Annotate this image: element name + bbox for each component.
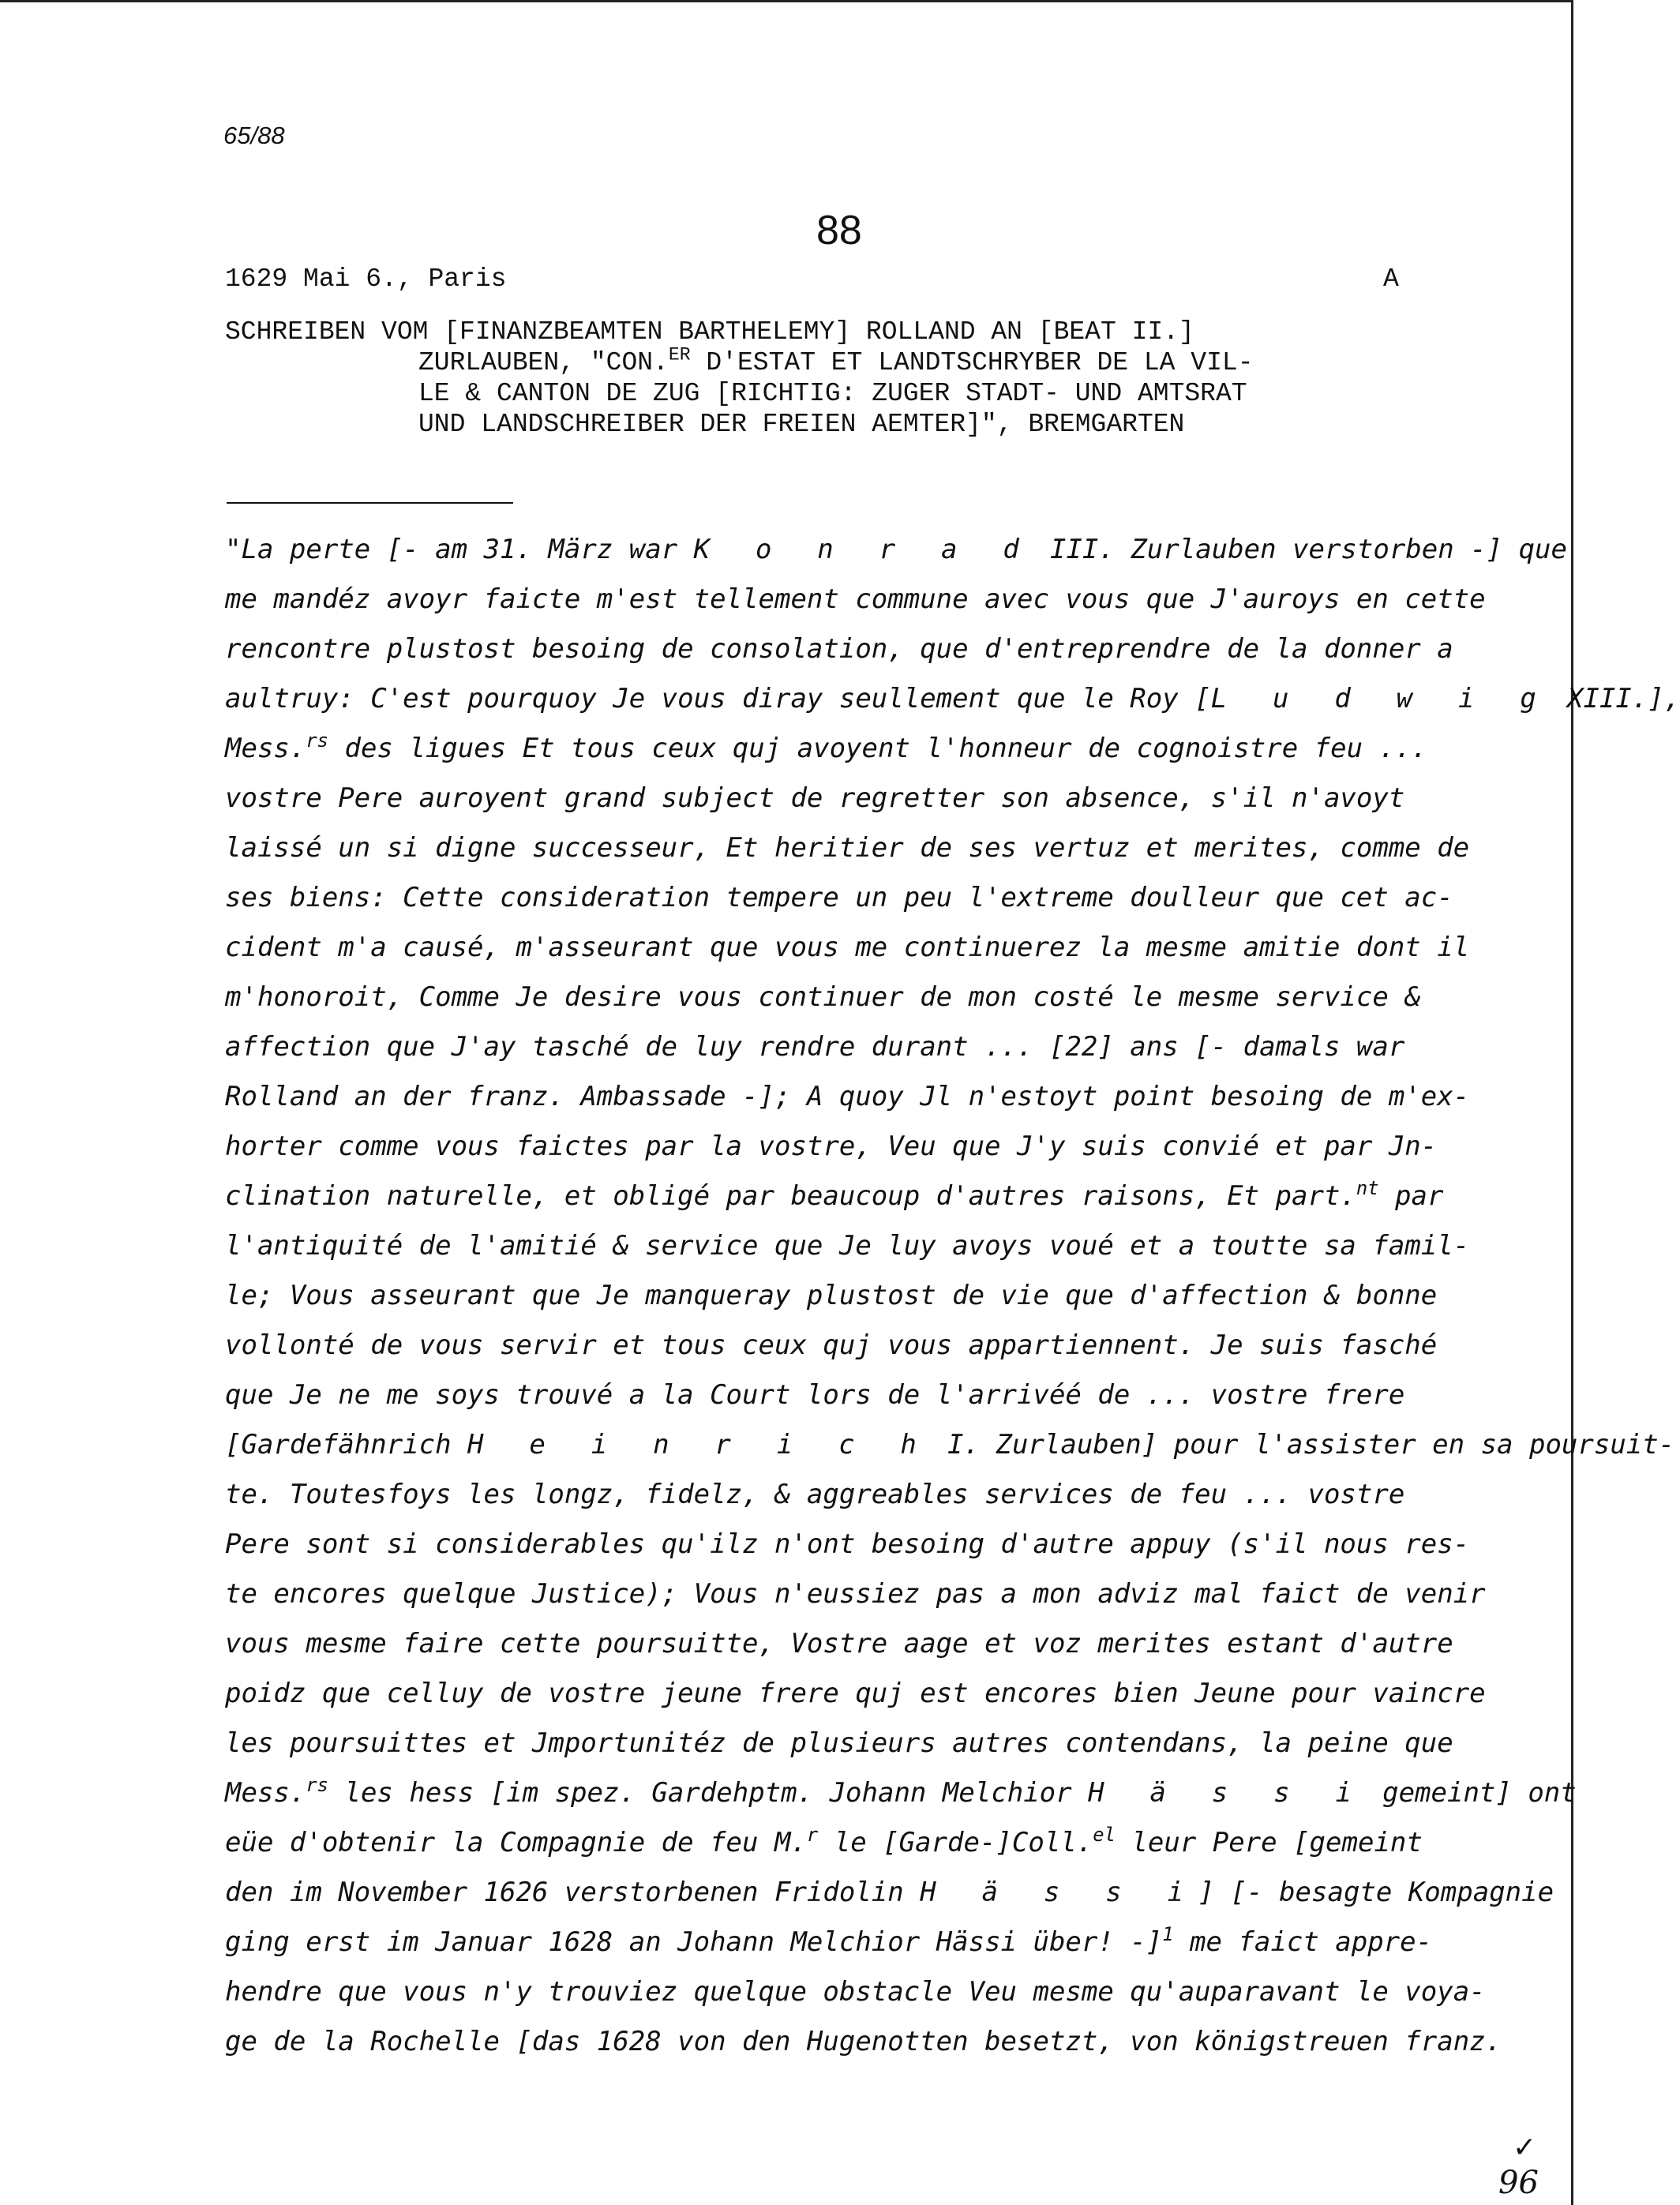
reference-number: 65/88 (223, 122, 285, 149)
scan-border-right (1571, 0, 1573, 2205)
separator-rule (227, 502, 513, 504)
page-number: 96 (1498, 2165, 1539, 2201)
document-number: 88 (816, 208, 862, 253)
body-line-30: hendre que vous n'y trouviez quelque obstacle Veu mesme qu'auparavant le voya- (225, 1976, 1486, 2008)
scan-border-top (0, 0, 1573, 2)
body-line-3: rencontre plustost besoing de consolation, que d'entreprendre de la donner a (225, 633, 1453, 665)
body-line-20: te. Toutesfoys les longz, fidelz, & aggreables services de feu ... vostre (225, 1479, 1405, 1510)
body-line-2: me mandéz avoyr faicte m'est tellement commune avec vous que J'auroys en cette (225, 583, 1486, 615)
body-line-12: Rolland an der franz. Ambassade -]; A quoy Jl n'estoyt point besoing de m'ex- (225, 1081, 1470, 1112)
body-line-27: eüe d'obtenir la Compagnie de feu M.$^r$ le [Garde-]Coll.$^{el}$ leur Pere [gemeint (225, 1823, 1423, 1858)
heading-line-4: UND LANDSCHREIBER DER FREIEN AEMTER]", BREMGARTEN (418, 410, 1185, 439)
body-line-14: clination naturelle, et obligé par beaucoup d'autres raisons, Et part.$^{nt}$ par (225, 1176, 1444, 1212)
heading-line-1: SCHREIBEN VOM [FINANZBEAMTEN BARTHELEMY] ROLLAND AN [BEAT II.] (225, 317, 1194, 347)
body-line-18: que Je ne me soys trouvé a la Court lors de l'arrivéé de ... vostre frere (225, 1379, 1405, 1411)
body-line-21: Pere sont si considerables qu'ilz n'ont besoing d'autre appuy (s'il nous res- (225, 1528, 1470, 1560)
date-place: 1629 Mai 6., Paris (225, 264, 507, 294)
body-line-7: laissé un si digne successeur, Et heritier de ses vertuz et merites, comme de (225, 832, 1470, 864)
body-line-6: vostre Pere auroyent grand subject de regretter son absence, s'il n'avoyt (225, 782, 1405, 814)
heading-line-2: ZURLAUBEN, "CON.$^{ER}$ D'ESTAT ET LANDTSCHRYBER DE LA VIL- (418, 344, 1254, 377)
body-line-4: aultruy: C'est pourquoy Je vous diray seullement que le Roy [L u d w i g XIII.], (225, 683, 1680, 714)
margin-check-mark: ✓ (1513, 2132, 1537, 2164)
body-line-25: les poursuittes et Jmportunitéz de plusieurs autres contendans, la peine que (225, 1727, 1453, 1759)
body-line-17: vollonté de vous servir et tous ceux quj vous appartiennent. Je suis fasché (225, 1329, 1438, 1361)
body-line-8: ses biens: Cette consideration tempere un peu l'extreme doulleur que cet ac- (225, 882, 1453, 913)
body-line-28: den im November 1626 verstorbenen Fridolin H ä s s i] [- besagte Kompagnie (225, 1877, 1554, 1908)
document-letter: A (1383, 264, 1399, 294)
body-line-11: affection que J'ay tasché de luy rendre durant ... [22] ans [- damals war (225, 1031, 1405, 1063)
body-line-10: m'honoroit, Comme Je desire vous continuer de mon costé le mesme service & (225, 981, 1421, 1013)
body-line-24: poidz que celluy de vostre jeune frere quj est encores bien Jeune pour vaincre (225, 1678, 1486, 1709)
body-line-23: vous mesme faire cette poursuitte, Vostre aage et voz merites estant d'autre (225, 1628, 1453, 1659)
body-line-16: le; Vous asseurant que Je manqueray plustost de vie que d'affection & bonne (225, 1280, 1438, 1311)
body-line-9: cident m'a causé, m'asseurant que vous me continuerez la mesme amitie dont il (225, 932, 1470, 963)
body-line-13: horter comme vous faictes par la vostre, Veu que J'y suis convié et par Jn- (225, 1131, 1438, 1162)
heading-line-3: LE & CANTON DE ZUG [RICHTIG: ZUGER STADT- UND AMTSRAT (418, 379, 1247, 408)
body-line-5: Mess.$^{rs}$ des ligues Et tous ceux quj avoyent l'honneur de cognoistre feu ... (225, 729, 1427, 764)
body-line-26: Mess.$^{rs}$ les hess [im spez. Gardehptm. Johann Melchior H ä s s i gemeint] ont (225, 1773, 1577, 1809)
body-line-15: l'antiquité de l'amitié & service que Je luy avoys voué et a toutte sa famil- (225, 1230, 1470, 1262)
body-line-1: "La perte [- am 31. März war K o n r a d III. Zurlauben verstorben -] que (225, 534, 1568, 565)
body-line-19: [Gardefähnrich H e i n r i c h I. Zurlauben] pour l'assister en sa poursuit- (225, 1429, 1675, 1461)
body-line-31: ge de la Rochelle [das 1628 von den Hugenotten besetzt, von königstreuen franz. (225, 2026, 1502, 2057)
body-line-29: ging erst im Januar 1628 an Johann Melchior Hässi über! -]$^1$ me faict appre- (225, 1922, 1433, 1958)
body-line-22: te encores quelque Justice); Vous n'eussiez pas a mon adviz mal faict de venir (225, 1578, 1486, 1610)
